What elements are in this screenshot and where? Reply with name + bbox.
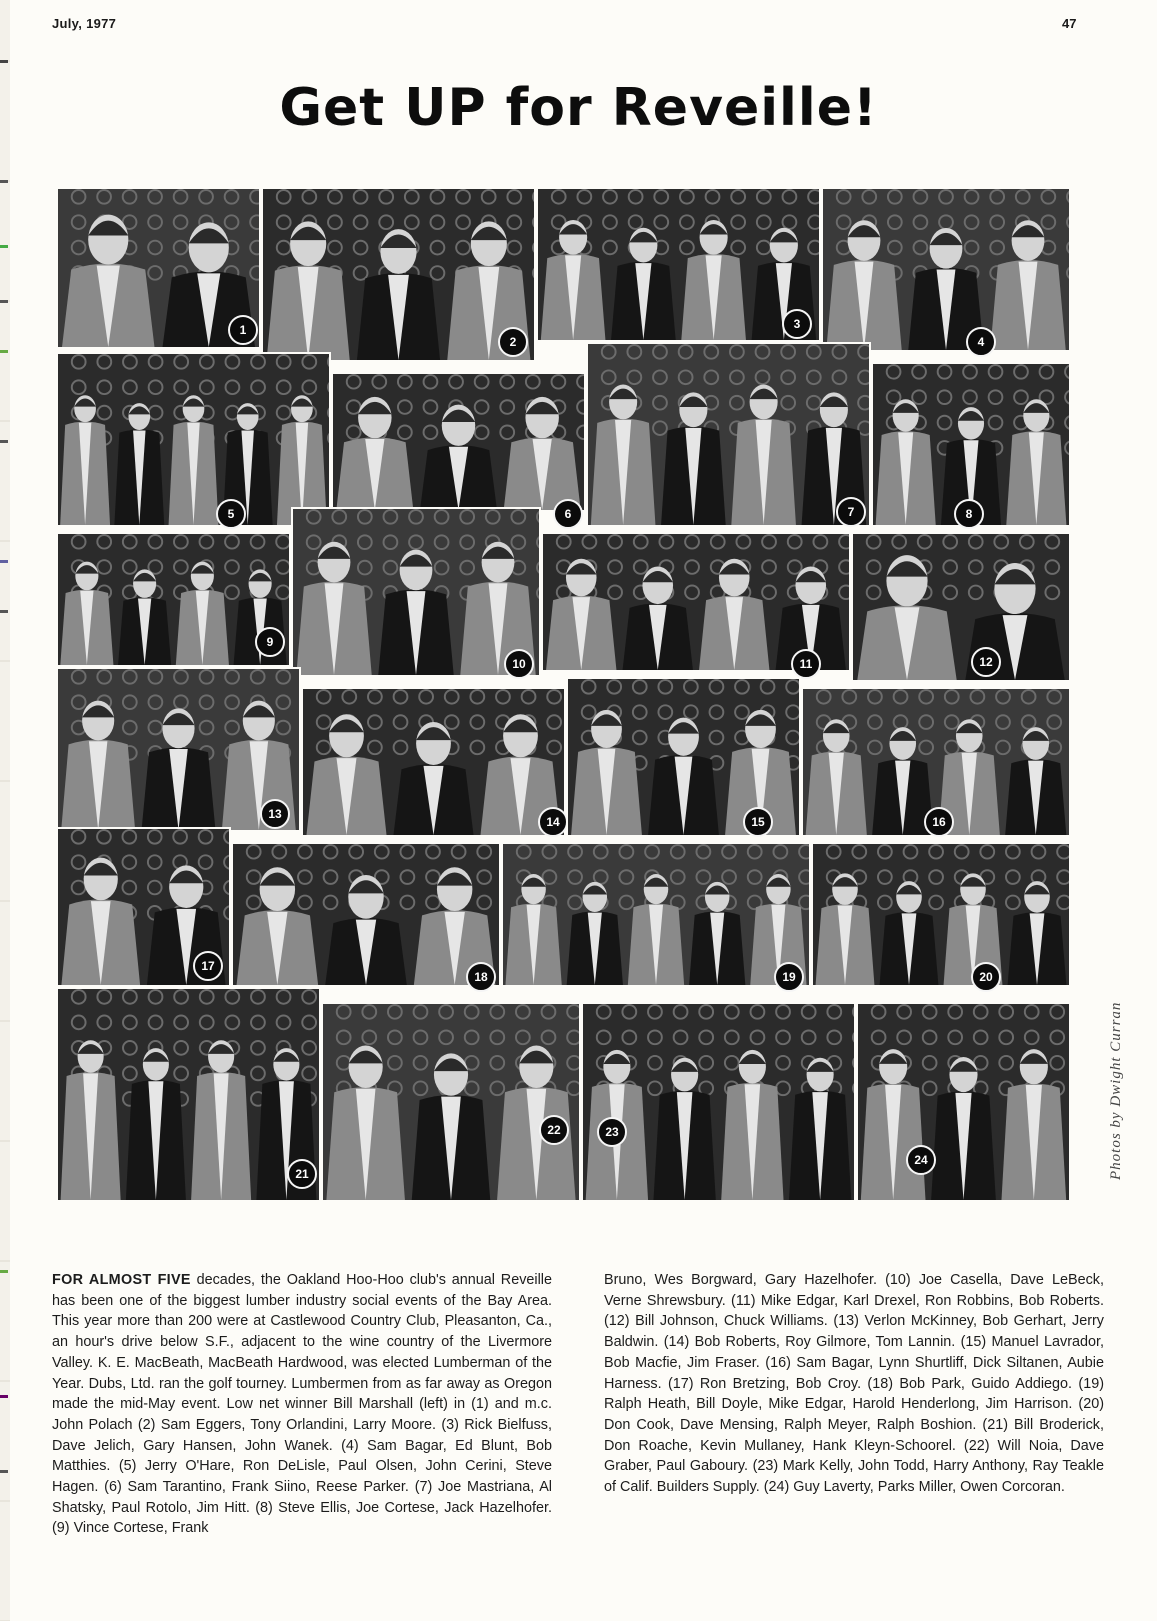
photo-number-badge: 6 bbox=[553, 499, 583, 529]
page-binding-edge bbox=[0, 0, 10, 1621]
photo-4 bbox=[821, 187, 1071, 352]
photo-number-badge: 8 bbox=[954, 499, 984, 529]
photo-6 bbox=[331, 372, 586, 512]
article-title: Get UP for Reveille! bbox=[279, 78, 878, 138]
photo-collage bbox=[56, 187, 1106, 1242]
photo-5 bbox=[56, 352, 331, 527]
photo-number-badge: 20 bbox=[971, 962, 1001, 992]
photo-number-badge: 10 bbox=[504, 649, 534, 679]
caption-text-left: decades, the Oakland Hoo-Hoo club's annual Reveille has been one of the biggest lumber industry social events of the Bay Area. This year more than 200 were at Castlewood Country Club, Pleasanton, Ca., an hour's drive below S.F., adjacent to the wine country of the Livermore Valley. K. E. MacBeath, MacBeath Hardwood, was elected Lumberman of the Year. Dubs, Ltd. ran the golf tourney. Lumbermen from as far away as Oregon made the mid-May event. Low net winner Bill Marshall (left) in (1) and m.c. John Polach (2) Sam Eggers, Tony Orlandini, Larry Moore. (3) Rick Bielfuss, Dave Jelich, Gary Hansen, John Wanek. (4) Sam Bagar, Ed Blunt, Bob Matthies. (5) Jerry O'Hare, Ron DeLisle, Paul Olsen, John Cerini, Steve Hagen. (6) Sam Tarantino, Frank Siino, Reese Parker. (7) Joe Mastriana, Al Shatsky, Paul Rotolo, Jim Hitt. (8) Steve Ellis, Joe Cortese, Jack Hazelhofer. (9) Vince Cortese, Frank bbox=[52, 1272, 552, 1537]
binding-mark bbox=[0, 440, 8, 443]
caption-lead: FOR ALMOST FIVE bbox=[52, 1272, 191, 1288]
binding-mark bbox=[0, 1470, 8, 1473]
photo-number-badge: 7 bbox=[836, 497, 866, 527]
photo-21 bbox=[56, 987, 321, 1202]
photo-number-badge: 2 bbox=[498, 327, 528, 357]
binding-mark bbox=[0, 1270, 8, 1273]
photo-10 bbox=[291, 507, 541, 677]
photo-2 bbox=[261, 187, 536, 362]
photo-number-badge: 18 bbox=[466, 962, 496, 992]
photo-number-badge: 13 bbox=[260, 799, 290, 829]
binding-mark bbox=[0, 560, 8, 563]
photo-number-badge: 1 bbox=[228, 315, 258, 345]
photo-number-badge: 22 bbox=[539, 1115, 569, 1145]
photo-number-badge: 23 bbox=[597, 1117, 627, 1147]
photo-20 bbox=[811, 842, 1071, 987]
photo-22 bbox=[321, 1002, 581, 1202]
photo-12 bbox=[851, 532, 1071, 682]
binding-mark bbox=[0, 60, 8, 63]
caption-text-right: Bruno, Wes Borgward, Gary Hazelhofer. (10) Joe Casella, Dave LeBeck, Verne Shrewsbury. (11) Mike Edgar, Karl Drexel, Ron Robbins, Bob Roberts. (12) Bill Johnson, Chuck Williams. (13) Verlon McKinney, Bob Gerhart, Jerry Baldwin. (14) Bob Roberts, Roy Gilmore, Tom Lannin. (15) Manuel Lavrador, Bob Macfie, Jim Fraser. (16) Sam Bagar, Lynn Shurtliff, Dick Siltanen, Aubie Harness. (17) Ron Bretzing, Bob Croy. (18) Bob Park, Guido Addiego. (19) Ralph Heath, Bill Doyle, Mike Edgar, Harold Henderlong, Jim Harrison. (20) Don Cook, Dave Mensing, Ralph Meyer, Ralph Boshion. (21) Bill Broderick, Don Roache, Kevin Mullaney, Hank Kleyn-Schoorel. (22) Will Noia, Dave Graber, Paul Gaboury. (23) Mark Kelly, John Todd, Harry Anthony, Ray Teakle of Calif. Builders Supply. (24) Guy Laverty, Parks Miller, Owen Corcoran. bbox=[604, 1272, 1104, 1496]
caption-column-left bbox=[52, 1270, 552, 1539]
photo-number-badge: 12 bbox=[971, 647, 1001, 677]
photo-number-badge: 3 bbox=[782, 309, 812, 339]
binding-mark bbox=[0, 245, 8, 248]
photo-14 bbox=[301, 687, 566, 837]
photo-3 bbox=[536, 187, 821, 342]
photo-number-badge: 9 bbox=[255, 627, 285, 657]
binding-mark bbox=[0, 300, 8, 303]
binding-mark bbox=[0, 180, 8, 183]
photo-number-badge: 19 bbox=[774, 962, 804, 992]
binding-mark bbox=[0, 1395, 8, 1398]
photo-number-badge: 11 bbox=[791, 649, 821, 679]
photo-number-badge: 5 bbox=[216, 499, 246, 529]
photo-23 bbox=[581, 1002, 856, 1202]
photo-24 bbox=[856, 1002, 1071, 1202]
photo-19 bbox=[501, 842, 811, 987]
photo-number-badge: 4 bbox=[966, 327, 996, 357]
photo-number-badge: 14 bbox=[538, 807, 568, 837]
photo-number-badge: 16 bbox=[924, 807, 954, 837]
photo-credit: Photos by Dwight Curran bbox=[1108, 1001, 1124, 1180]
issue-date: July, 1977 bbox=[52, 16, 117, 31]
photo-7 bbox=[586, 342, 871, 527]
photo-18 bbox=[231, 842, 501, 987]
photo-number-badge: 15 bbox=[743, 807, 773, 837]
photo-number-badge: 21 bbox=[287, 1159, 317, 1189]
photo-number-badge: 17 bbox=[193, 951, 223, 981]
binding-mark bbox=[0, 610, 8, 613]
photo-number-badge: 24 bbox=[906, 1145, 936, 1175]
caption-column-right bbox=[604, 1270, 1104, 1498]
page-number: 47 bbox=[1062, 16, 1077, 31]
binding-mark bbox=[0, 350, 8, 353]
